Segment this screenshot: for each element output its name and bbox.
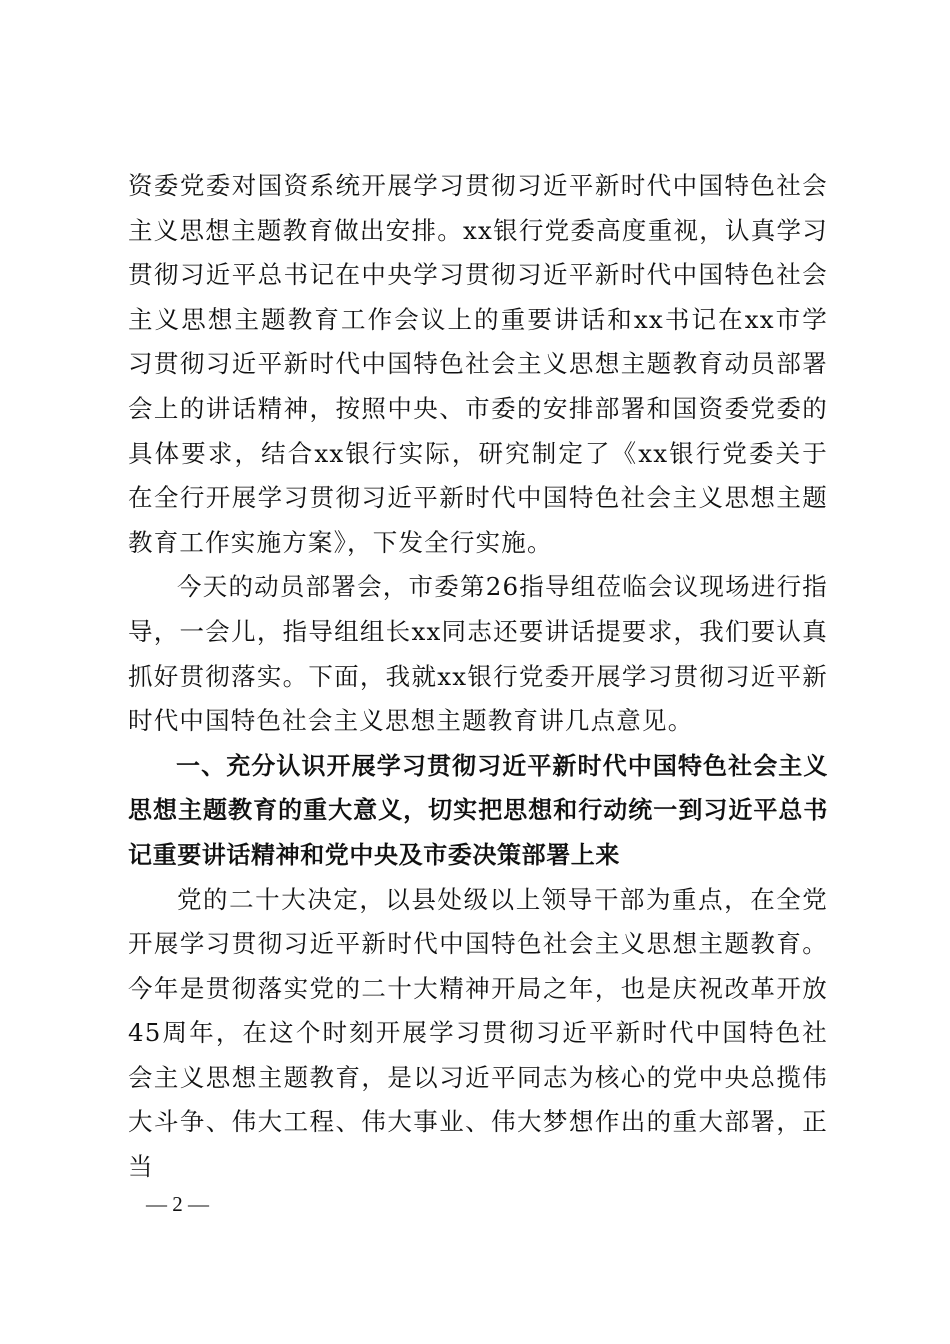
page-number: — 2 — xyxy=(146,1192,209,1216)
section-heading: 一、充分认识开展学习贯彻习近平新时代中国特色社会主义思想主题教育的重大意义，切实把思想和行动统一到习近平总书记重要讲话精神和党中央及市委决策部署上来 xyxy=(128,751,828,869)
body-text xyxy=(128,164,828,1190)
paragraph-meeting: 今天的动员部署会，市委第26指导组莅临会议现场进行指导，一会儿，指导组组长xx同志还要讲话提要求，我们要认真抓好贯彻落实。下面，我就xx银行党委开展学习贯彻习近平新时代中国特色社会主义思想主题教育讲几点意见。 xyxy=(128,572,828,736)
paragraph-continuation: 资委党委对国资系统开展学习贯彻习近平新时代中国特色社会主义思想主题教育做出安排。xx银行党委高度重视，认真学习贯彻习近平总书记在中央学习贯彻习近平新时代中国特色社会主义思想主题教育工作会议上的重要讲话和xx书记在xx市学习贯彻习近平新时代中国特色社会主义思想主题教育动员部署会上的讲话精神，按照中央、市委的安排部署和国资委党委的具体要求，结合xx银行实际，研究制定了《xx银行党委关于在全行开展学习贯彻习近平新时代中国特色社会主义思想主题教育工作实施方案》，下发全行实施。 xyxy=(128,171,828,557)
paragraph-section-body: 党的二十大决定，以县处级以上领导干部为重点，在全党开展学习贯彻习近平新时代中国特色社会主义思想主题教育。今年是贯彻落实党的二十大精神开局之年，也是庆祝改革开放45周年，在这个时刻开展学习贯彻习近平新时代中国特色社会主义思想主题教育，是以习近平同志为核心的党中央总揽伟大斗争、伟大工程、伟大事业、伟大梦想作出的重大部署，正当 xyxy=(128,884,828,1182)
